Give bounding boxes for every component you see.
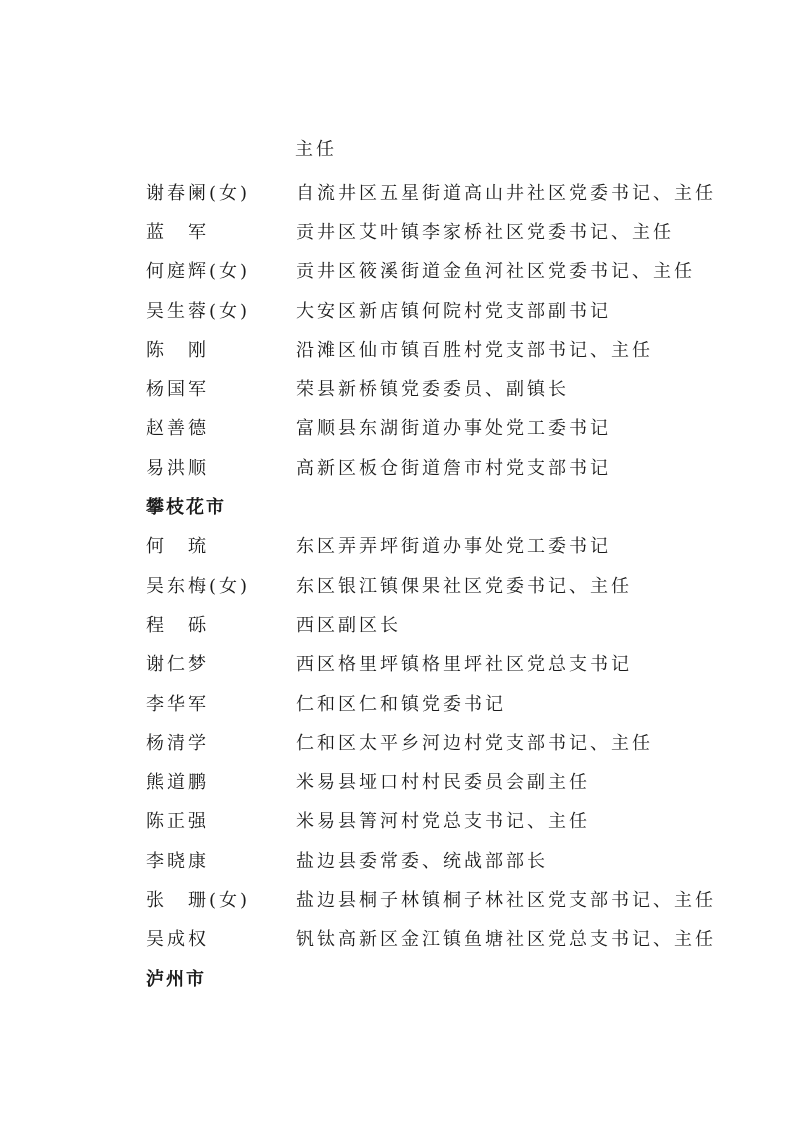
list-item	[146, 211, 706, 250]
person-name: 何庭辉(女)	[146, 261, 251, 283]
person-name: 蓝 军	[146, 221, 209, 243]
person-name: 张 珊(女)	[146, 889, 251, 911]
person-title: 米易县垭口村村民委员会副主任	[296, 772, 590, 794]
person-name: 李晓康	[146, 850, 209, 872]
city-heading	[146, 486, 706, 525]
person-name: 易洪顺	[146, 457, 209, 479]
person-name: 杨清学	[146, 732, 209, 754]
person-name: 陈 刚	[146, 339, 209, 361]
list-item	[146, 368, 706, 407]
person-title: 西区格里坪镇格里坪社区党总支书记	[296, 654, 632, 676]
person-name: 李华军	[146, 693, 209, 715]
list-item	[146, 879, 716, 918]
person-name: 谢仁梦	[146, 654, 209, 676]
city-heading-text: 攀枝花市	[146, 497, 226, 519]
person-name: 赵善德	[146, 418, 209, 440]
city-heading	[146, 958, 706, 997]
person-title: 沿滩区仙市镇百胜村党支部书记、主任	[296, 339, 653, 361]
list-item	[146, 761, 706, 800]
person-name: 吴成权	[146, 929, 209, 951]
city-heading-text: 泸州市	[146, 968, 206, 990]
person-title: 荣县新桥镇党委委员、副镇长	[296, 379, 569, 401]
person-name: 熊道鹏	[146, 772, 209, 794]
list-item	[146, 172, 716, 211]
person-title: 富顺县东湖街道办事处党工委书记	[296, 418, 611, 440]
person-title: 大安区新店镇何院村党支部副书记	[296, 300, 611, 322]
person-name: 何 琉	[146, 536, 209, 558]
person-name: 吴生蓉(女)	[146, 300, 251, 322]
person-title: 东区弄弄坪街道办事处党工委书记	[296, 536, 611, 558]
list-item	[146, 683, 706, 722]
list-item	[146, 840, 706, 879]
list-item	[146, 801, 706, 840]
person-name: 程 砾	[146, 614, 209, 636]
list-item	[146, 447, 706, 486]
person-title: 仁和区太平乡河边村党支部书记、主任	[296, 732, 653, 754]
person-title: 钒钛高新区金江镇鱼塘社区党总支书记、主任	[296, 929, 716, 951]
list-item	[146, 565, 706, 604]
person-title: 仁和区仁和镇党委书记	[296, 693, 506, 715]
continuation-text: 主任	[295, 139, 337, 160]
person-name: 杨国军	[146, 379, 209, 401]
list-item	[146, 408, 706, 447]
person-name: 吴东梅(女)	[146, 575, 251, 597]
person-title: 盐边县委常委、统战部部长	[296, 850, 548, 872]
person-title: 贡井区筱溪街道金鱼河社区党委书记、主任	[296, 261, 695, 283]
list-item	[146, 644, 706, 683]
list-item	[146, 251, 706, 290]
person-title: 西区副区长	[296, 614, 401, 636]
person-title: 盐边县桐子林镇桐子林社区党支部书记、主任	[296, 889, 716, 911]
list-item	[146, 919, 716, 958]
list-item	[146, 526, 706, 565]
list-item	[146, 329, 706, 368]
person-title: 米易县箐河村党总支书记、主任	[296, 811, 590, 833]
list-item	[146, 722, 706, 761]
list-item	[146, 290, 706, 329]
person-title: 贡井区艾叶镇李家桥社区党委书记、主任	[296, 221, 674, 243]
person-title: 高新区板仓街道詹市村党支部书记	[296, 457, 611, 479]
person-name: 谢春阑(女)	[146, 182, 251, 204]
list-item	[146, 604, 706, 643]
person-title: 东区银江镇倮果社区党委书记、主任	[296, 575, 632, 597]
honoree-list	[146, 172, 716, 997]
person-title: 自流井区五星街道高山井社区党委书记、主任	[296, 182, 716, 204]
person-name: 陈正强	[146, 811, 209, 833]
